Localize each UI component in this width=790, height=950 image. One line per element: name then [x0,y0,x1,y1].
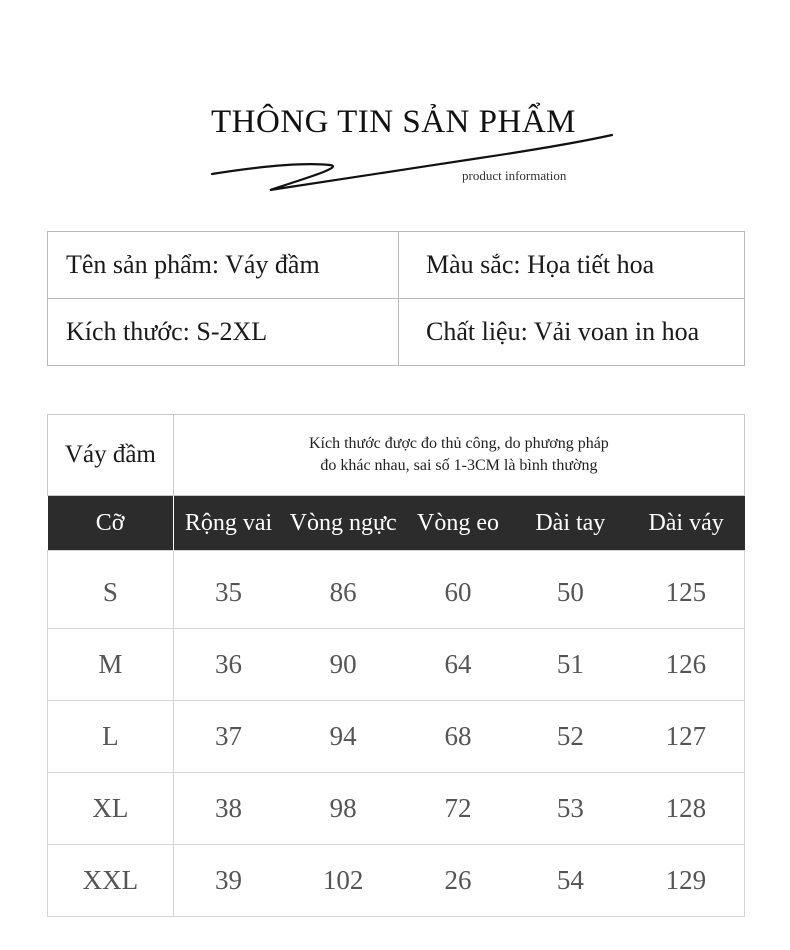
column-header-waist: Vòng eo [403,496,513,551]
page-title: THÔNG TIN SẢN PHẨM [211,104,576,140]
measurement-note-line: Kích thước được đo thủ công, do phương pháp [309,435,609,452]
size-cell: M [48,629,174,701]
column-header-bust: Vòng ngực [283,496,403,551]
bust-cell: 90 [283,629,403,701]
size-chart-caption-row [48,415,745,496]
dress-length-cell: 127 [628,701,745,773]
column-header-sleeve-length: Dài tay [513,496,628,551]
shoulder-cell: 36 [173,629,283,701]
size-cell: S [48,551,174,629]
shoulder-cell: 37 [173,701,283,773]
dress-length-cell: 125 [628,551,745,629]
info-row [48,232,745,299]
sleeve-cell: 54 [513,845,628,917]
measurement-note-line: đo khác nhau, sai số 1-3CM là bình thường [320,457,598,474]
table-row [48,845,745,917]
decorative-squiggle-line [0,0,790,210]
sleeve-cell: 50 [513,551,628,629]
bust-cell: 102 [283,845,403,917]
column-header-dress-length: Dài váy [628,496,745,551]
size-cell: L [48,701,174,773]
table-row [48,551,745,629]
column-header-shoulder: Rộng vai [173,496,283,551]
waist-cell: 26 [403,845,513,917]
waist-cell: 72 [403,773,513,845]
size-cell: XXL [48,845,174,917]
info-color: Màu sắc: Họa tiết hoa [399,232,745,299]
measurement-note [173,415,744,496]
dress-length-cell: 129 [628,845,745,917]
bust-cell: 86 [283,551,403,629]
size-chart-header-row [48,496,745,551]
info-size-range: Kích thước: S-2XL [48,299,399,366]
table-row [48,773,745,845]
dress-length-cell: 128 [628,773,745,845]
sleeve-cell: 52 [513,701,628,773]
bust-cell: 98 [283,773,403,845]
shoulder-cell: 35 [173,551,283,629]
shoulder-cell: 38 [173,773,283,845]
size-chart-product-label: Váy đầm [48,415,174,496]
table-row [48,701,745,773]
waist-cell: 60 [403,551,513,629]
column-header-size: Cỡ [48,496,174,551]
shoulder-cell: 39 [173,845,283,917]
waist-cell: 68 [403,701,513,773]
dress-length-cell: 126 [628,629,745,701]
product-info-table [47,231,745,366]
table-row [48,629,745,701]
sleeve-cell: 51 [513,629,628,701]
bust-cell: 94 [283,701,403,773]
info-product-name: Tên sản phẩm: Váy đầm [48,232,399,299]
info-material: Chất liệu: Vải voan in hoa [399,299,745,366]
sleeve-cell: 53 [513,773,628,845]
header [0,0,790,210]
size-chart-table [47,414,745,917]
waist-cell: 64 [403,629,513,701]
info-row [48,299,745,366]
size-cell: XL [48,773,174,845]
page-subtitle: product information [462,168,567,183]
